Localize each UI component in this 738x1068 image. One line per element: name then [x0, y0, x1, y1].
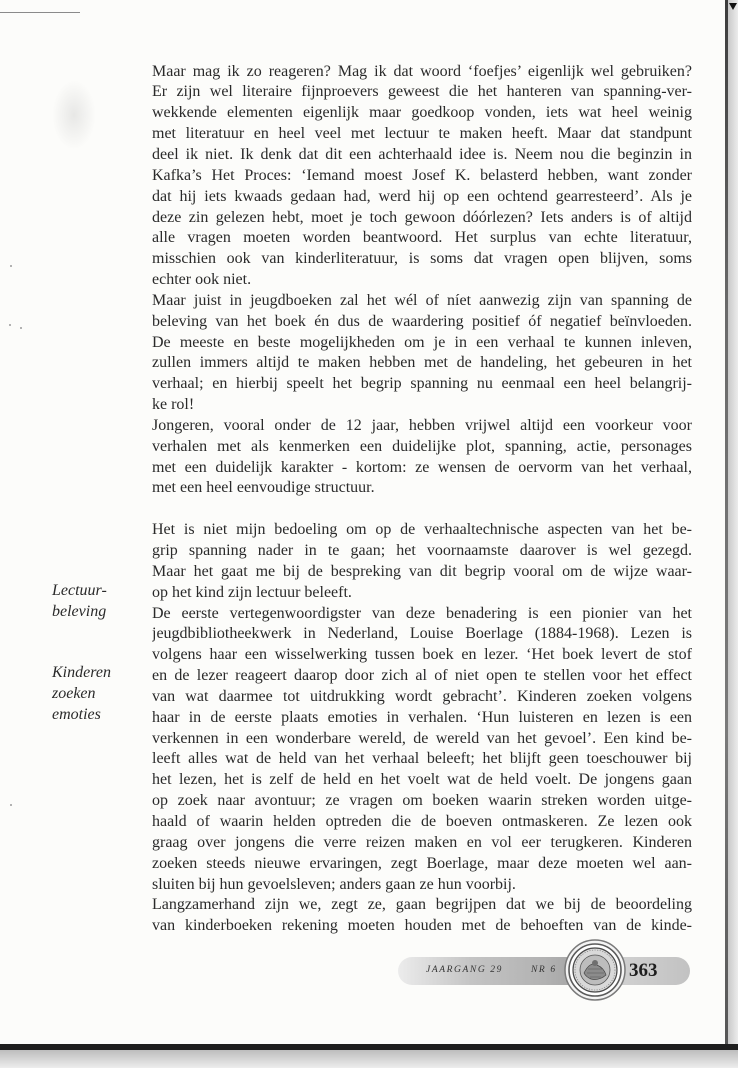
scan-speck	[10, 804, 12, 806]
paragraph	[152, 895, 692, 937]
body-text-line: Jongeren, vooral onder de 12 jaar, hebben vrijwel altijd een voorkeur voor	[152, 416, 692, 434]
body-text-line: De eerste vertegenwoordigster van deze benadering is een pionier van het	[152, 604, 692, 622]
body-text-line: op zoek naar avontuur; ze vragen om boeken waarin streken worden uitge-	[152, 792, 692, 810]
margin-note-line: beleving	[52, 603, 107, 620]
body-text-line: beleving van het boek én dus de waardering positief óf negatief beïnvloeden.	[152, 312, 692, 330]
body-text-line: misschien ook van kinderliteratuur, is soms dat vragen open blijven, soms	[152, 250, 692, 268]
body-text-line: deel ik niet. Ik denk dat dit een achterhaald idee is. Neem nou die beginzin in	[152, 145, 692, 163]
margin-note-line: emoties	[52, 706, 101, 723]
corner-mark	[729, 3, 737, 10]
paragraph	[152, 291, 692, 416]
bottom-scan-shadow	[0, 1050, 738, 1068]
body-text-line: Kafka’s Het Proces: ‘Iemand moest Josef K. belasterd hebben, want zonder	[152, 166, 692, 184]
margin-note-lectuurbeleving	[52, 580, 107, 622]
scan-speck	[10, 265, 12, 267]
margin-note-line: Lectuur-	[52, 582, 107, 599]
body-text-line: Het is niet mijn bedoeling om op de verhaaltechnische aspecten van het be-	[152, 521, 692, 539]
scan-speck	[20, 327, 22, 329]
body-text-line: verhaal; en hierbij speelt het begrip spanning nu eenmaal een heel belangrij-	[152, 375, 692, 393]
body-text-line: grip spanning nader in te gaan; het voornaamste daarover is wel gezegd.	[152, 542, 692, 559]
body-text-line: volgens haar een wisselwerking tussen boek en lezer. ‘Het boek levert de stof	[152, 646, 692, 664]
paragraph	[152, 604, 692, 896]
body-text-line: van wat daarmee tot uitdrukking wordt gebracht’. Kinderen zoeken volgens	[152, 687, 692, 705]
body-text-line: ke rol!	[152, 396, 195, 414]
body-text-line: Maar mag ik zo reageren? Mag ik dat woord ‘foefjes’ eigenlijk wel gebruiken?	[152, 62, 692, 80]
body-text-line: verkennen in een wonderbare wereld, de wereld van het gevoel’. Een kind be-	[152, 729, 692, 747]
body-text-line: verhalen met als kenmerken een duidelijke plot, spanning, actie, personages	[152, 437, 692, 455]
paragraph	[152, 520, 692, 603]
journal-seal-icon	[564, 939, 626, 1001]
body-text-line: met literatuur en heel veel met lectuur te maken heeft. Maar dat standpunt	[152, 125, 692, 143]
body-text-line: sluiten bij hun gevoelsleven; anders gaan ze hun voorbij.	[152, 875, 516, 893]
body-text-line: echter ook niet.	[152, 271, 252, 289]
body-text-line: Er zijn wel literaire fijnproevers geweest die het hanteren van spanning-ver-	[152, 83, 692, 101]
footer-issue: NR 6	[531, 965, 557, 975]
paragraph	[152, 416, 692, 499]
top-rule	[0, 12, 80, 13]
scan-smudge	[52, 80, 96, 150]
body-text-line: Maar juist in jeugdboeken zal het wél of níet aanwezig zijn van spanning de	[152, 291, 692, 309]
body-text-line: zullen immers altijd te maken hebben met de handeling, het gebeuren in het	[152, 354, 692, 372]
body-text-line: graag over jongens die verre reizen maken en vol eer terugkeren. Kinderen	[152, 833, 692, 851]
page-edge	[728, 0, 738, 1045]
body-text-line: zoeken steeds nieuwe ervaringen, zegt Boerlage, maar deze moeten wel aan-	[152, 854, 692, 872]
body-text-line: dat hij iets kwaads gedaan had, werd hij op een ochtend gearresteerd’. Als je	[152, 187, 692, 205]
body-text-line: De meeste en beste mogelijkheden om je in een verhaal te kunnen inleven,	[152, 333, 692, 351]
body-text-line: met een duidelijk karakter - kortom: ze wensen de oervorm van het verhaal,	[152, 458, 692, 476]
body-text-line: het lezen, het is zelf de held en het voelt wat de held voelt. De jongens gaan	[152, 771, 692, 789]
body-text-line: jeugdbibliotheekwerk in Nederland, Louise Boerlage (1884-1968). Lezen is	[152, 625, 692, 643]
body-text-line: deze zin gelezen hebt, moet je toch gewoon dóórlezen? Iets anders is of altijd	[152, 208, 692, 226]
body-text-line: op het kind zijn lectuur beleeft.	[152, 583, 352, 601]
page-number: 363	[629, 960, 658, 981]
body-text-line: Maar het gaat me bij de bespreking van dit begrip vooral om de wijze waar-	[152, 562, 692, 580]
body-text-line: met een heel eenvoudige structuur.	[152, 479, 375, 497]
body-text-line: Langzamerhand zijn we, zegt ze, gaan begrijpen dat we bij de beoordeling	[152, 896, 692, 914]
article-body	[152, 62, 692, 937]
body-text-line: haar in de eerste plaats emoties in verhalen. ‘Hun luisteren en lezen is een	[152, 708, 692, 726]
body-text-line: van kinderboeken rekening moeten houden met de behoeften van de kinde-	[152, 917, 692, 935]
body-text-line: en de lezer reageert daarop door zich al of niet open te stellen voor het effect	[152, 667, 692, 685]
margin-note-line: Kinderen	[52, 664, 111, 681]
body-text-line: leeft alles wat de held van het verhaal beleeft; het blijft geen toeschouwer bij	[152, 750, 692, 768]
body-text-line: wekkende elementen eigenlijk maar goedkoop vonden, iets wat heel weinig	[152, 104, 692, 122]
body-text-line: haald of waarin helden optreden die de boeven ontmaskeren. Ze lezen ook	[152, 812, 692, 830]
footer-volume: JAARGANG 29	[426, 965, 503, 975]
body-text-line: alle vragen moeten worden beantwoord. Het surplus van echte literatuur,	[152, 229, 692, 247]
margin-note-line: zoeken	[52, 685, 96, 702]
paragraph-spacer	[152, 499, 692, 520]
scan-speck	[9, 324, 11, 326]
paragraph	[152, 62, 692, 291]
margin-note-kinderen-zoeken-emoties	[52, 662, 111, 725]
